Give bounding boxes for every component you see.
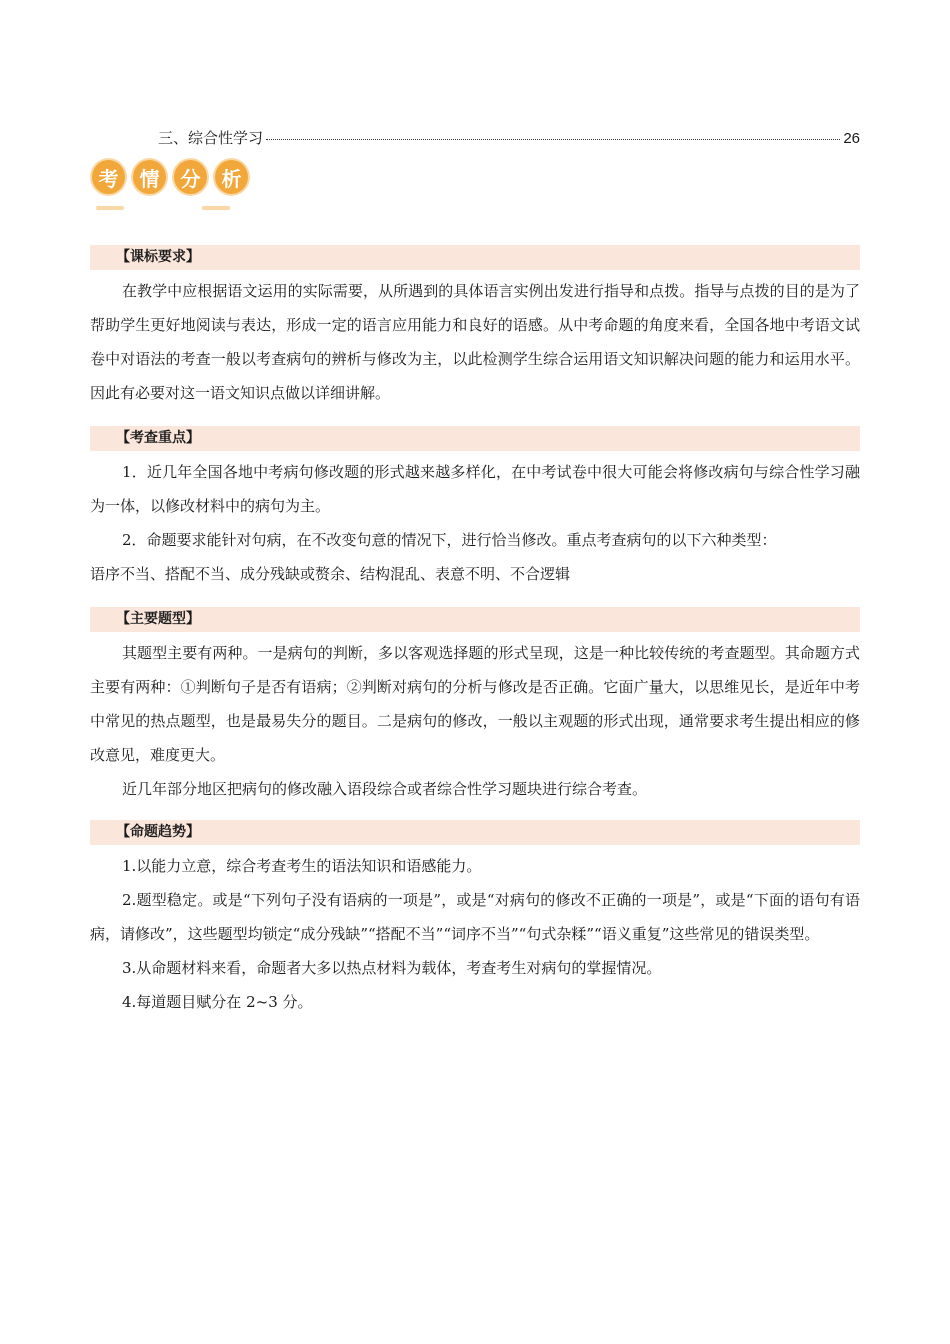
trends-item-4: 4.每道题目赋分在 2~3 分。 — [122, 993, 313, 1011]
banner-char-kao: 考 — [90, 158, 127, 196]
toc-label: 三、综合性学习 — [158, 129, 264, 147]
focus-paragraph-2: 2．命题要求能针对句病，在不改变句意的情况下，进行恰当修改。重点考查病句的以下六种类型： — [122, 531, 777, 549]
section-header-standards: 【课标要求】 — [90, 245, 860, 270]
section-types — [90, 607, 860, 806]
focus-paragraph-1: 1．近几年全国各地中考病句修改题的形式越来越多样化，在中考试卷中很大可能会将修改病句与综合性学习融为一体，以修改材料中的病句为主。 — [90, 463, 860, 515]
toc-page-number: 26 — [843, 130, 860, 147]
section-header-trends: 【命题趋势】 — [90, 820, 860, 845]
banner-char-fen: 分 — [172, 158, 209, 196]
banner-decor-bar — [96, 206, 124, 210]
section-focus — [90, 426, 860, 591]
section-trends — [90, 820, 860, 1019]
section-header-types: 【主要题型】 — [90, 607, 860, 632]
types-paragraph-2: 近几年部分地区把病句的修改融入语段综合或者综合性学习题块进行综合考查。 — [122, 780, 648, 798]
banner-char-qing: 情 — [131, 158, 168, 196]
standards-paragraph: 在教学中应根据语文运用的实际需要，从所遇到的具体语言实例出发进行指导和点拨。指导与点拨的目的是为了帮助学生更好地阅读与表达，形成一定的语言应用能力和良好的语感。从中考命题的角度来看，全国各地中考语文试卷中对语法的考查一般以考查病句的辨析与修改为主，以此检测学生综合运用语文知识解决问题的能力和运用水平。因此有必要对这一语文知识点做以详细讲解。 — [90, 282, 860, 402]
focus-error-types: 语序不当、搭配不当、成分残缺或赘余、结构混乱、表意不明、不合逻辑 — [90, 565, 571, 583]
toc-leader-dots — [266, 139, 840, 140]
trends-item-3: 3.从命题材料来看，命题者大多以热点材料为载体，考查考生对病句的掌握情况。 — [122, 959, 662, 977]
section-standards — [90, 245, 860, 410]
banner-decor-bar — [202, 206, 230, 210]
toc-entry[interactable] — [158, 127, 860, 149]
exam-analysis-banner — [90, 158, 250, 214]
trends-item-1: 1.以能力立意，综合考查考生的语法知识和语感能力。 — [122, 857, 482, 875]
trends-item-2: 2.题型稳定。或是“下列句子没有语病的一项是”，或是“对病句的修改不正确的一项是”，或是“下面的语句有语病，请修改”，这些题型均锁定“成分残缺”“搭配不当”“词序不当”“句式杂糅”“语义重复”这些常见的错误类型。 — [90, 891, 860, 943]
types-paragraph-1: 其题型主要有两种。一是病句的判断，多以客观选择题的形式呈现，这是一种比较传统的考查题型。其命题方式主要有两种：①判断句子是否有语病；②判断对病句的分析与修改是否正确。它面广量大，以思维见长，是近年中考中常见的热点题型，也是最易失分的题目。二是病句的修改，一般以主观题的形式出现，通常要求考生提出相应的修改意见，难度更大。 — [90, 644, 860, 764]
banner-char-xi: 析 — [213, 158, 250, 196]
section-header-focus: 【考查重点】 — [90, 426, 860, 451]
